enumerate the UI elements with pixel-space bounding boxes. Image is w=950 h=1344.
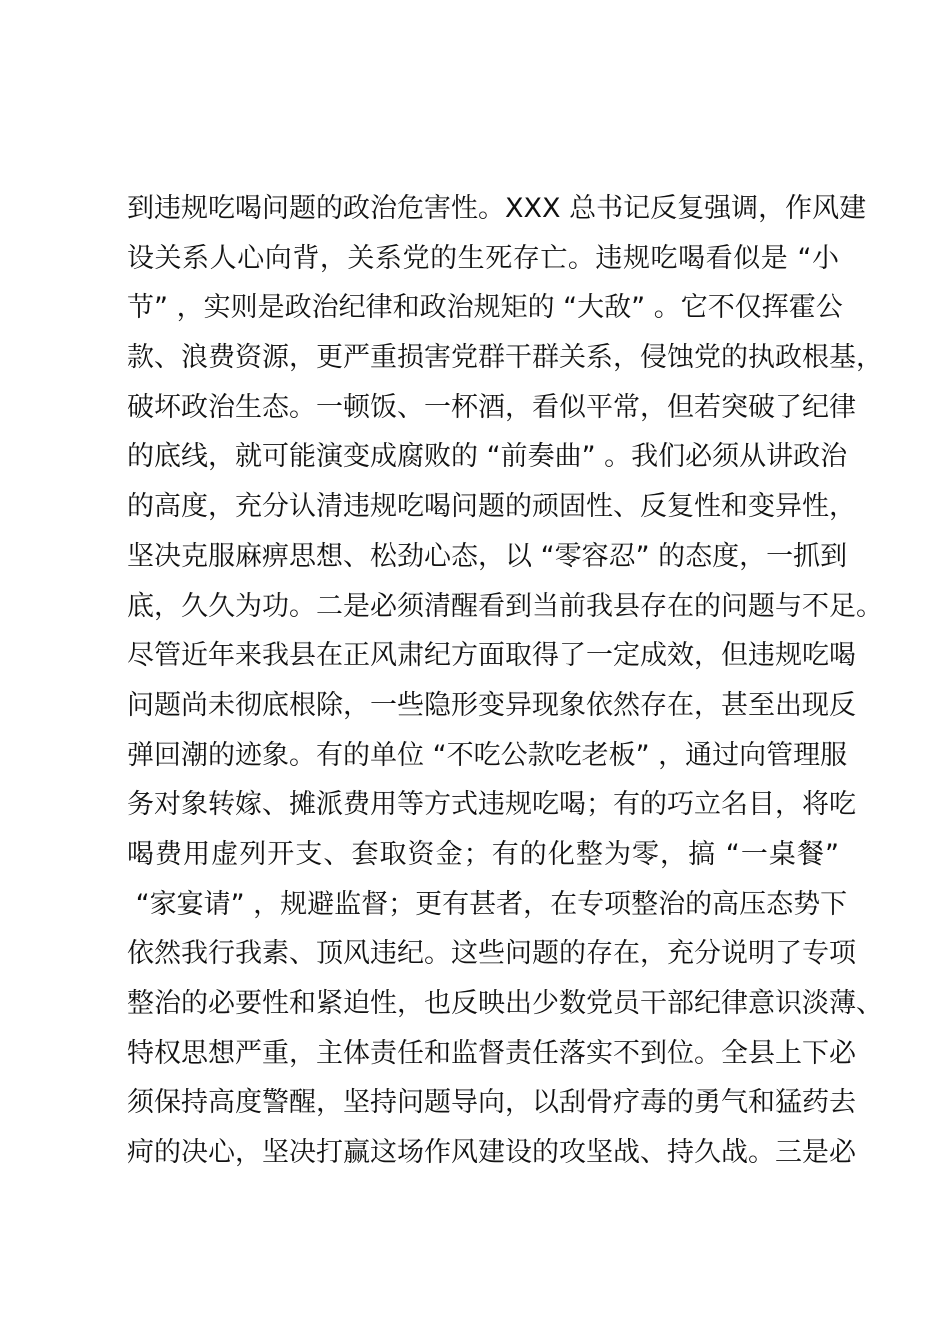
- text-line: 坚决克服麻痹思想、松劲心态，以 “零容忍” 的态度，一抓到: [127, 540, 848, 572]
- text-line: 的底线，就可能演变成腐败的 “前奏曲” 。我们必须从讲政治: [127, 441, 848, 473]
- text-line: 底，久久为功。二是必须清醒看到当前我县存在的问题与不足。: [127, 590, 883, 622]
- text-line: 节” ，实则是政治纪律和政治规矩的 “大敌” 。它不仅挥霍公: [127, 292, 843, 324]
- text-line: 特权思想严重，主体责任和监督责任落实不到位。全县上下必: [127, 1037, 856, 1069]
- text-line: “家宴请” ，规避监督；更有甚者，在专项整治的高压态势下: [127, 888, 848, 920]
- body-text: [127, 184, 883, 1178]
- text-line: 务对象转嫁、摊派费用等方式违规吃喝；有的巧立名目，将吃: [127, 789, 856, 821]
- text-line: 依然我行我素、顶风违纪。这些问题的存在，充分说明了专项: [127, 938, 856, 970]
- text-line: 喝费用虚列开支、套取资金；有的化整为零，搞 “一桌餐”: [127, 838, 839, 870]
- text-line: 整治的必要性和紧迫性，也反映出少数党员干部纪律意识淡薄、: [127, 988, 883, 1019]
- text-line: 的高度，充分认清违规吃喝问题的顽固性、反复性和变异性，: [127, 491, 856, 523]
- text-line: 款、浪费资源，更严重损害党群干群关系，侵蚀党的执政根基，: [127, 342, 883, 374]
- text-line: 破坏政治生态。一顿饭、一杯酒，看似平常，但若突破了纪律: [127, 391, 856, 423]
- text-line: 尽管近年来我县在正风肃纪方面取得了一定成效，但违规吃喝: [127, 640, 856, 672]
- text-line: 问题尚未彻底根除，一些隐形变异现象依然存在，甚至出现反: [127, 689, 856, 721]
- text-line: 到违规吃喝问题的政治危害性。XXX 总书记反复强调，作风建: [127, 193, 867, 224]
- text-line: 须保持高度警醒，坚持问题导向，以刮骨疗毒的勇气和猛药去: [127, 1087, 856, 1119]
- text-line: 设关系人心向背，关系党的生死存亡。违规吃喝看似是 “小: [127, 242, 839, 274]
- text-line: 疴的决心，坚决打赢这场作风建设的攻坚战、持久战。三是必: [127, 1137, 856, 1169]
- text-line: 弹回潮的迹象。有的单位 “不吃公款吃老板” ，通过向管理服: [127, 739, 848, 771]
